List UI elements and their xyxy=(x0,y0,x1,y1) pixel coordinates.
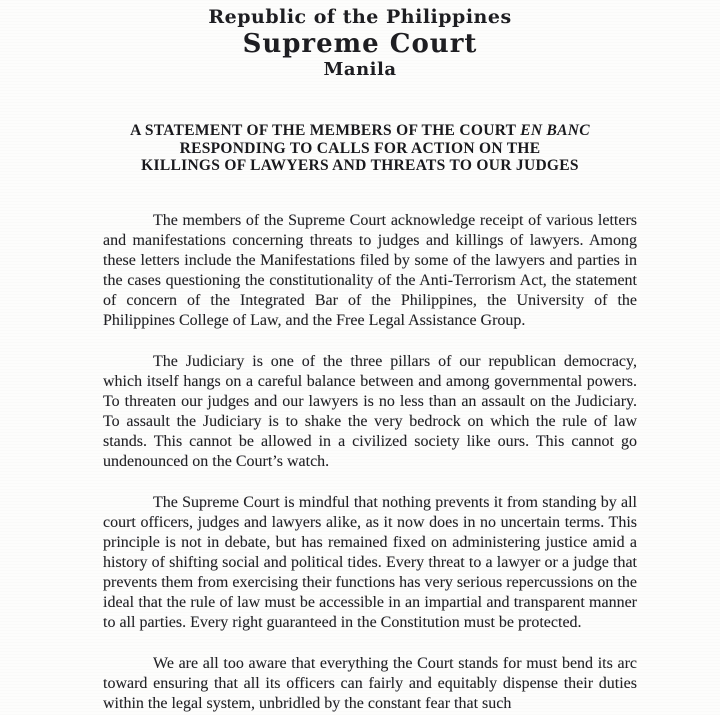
statement-title-line-2: RESPONDING TO CALLS FOR ACTION ON THE xyxy=(179,139,541,157)
letterhead-republic-line: Republic of the Philippines xyxy=(208,6,512,28)
body-paragraph-2: The Judiciary is one of the three pillars of our republican democracy, which itself hangs on a careful balance between and among governmental powers. To threaten our judges and our lawyers is no less than an assault on the Judiciary. To assault the Judiciary is to shake the very bedrock on which the rule of law stands. This cannot be allowed in a civilized society like ours. This cannot go undenounced on the Court’s watch. xyxy=(103,352,637,470)
body-paragraph-3: The Supreme Court is mindful that nothing prevents it from standing by all court officers, judges and lawyers alike, as it now does in no uncertain terms. This principle is not in debate, but has remained fixed on administering justice amid a history of shifting social and political tides. Every threat to a lawyer or a judge that prevents them from exercising their functions has very serious repercussions on the ideal that the rule of law must be accessible in an impartial and transparent manner to all parties. Every right guaranteed in the Constitution must be protected. xyxy=(103,493,637,631)
statement-title-line-3: KILLINGS OF LAWYERS AND THREATS TO OUR JUDGES xyxy=(141,157,579,174)
statement-title-line-1 xyxy=(0,122,720,140)
body-paragraph-1: The members of the Supreme Court acknowledge receipt of various letters and manifestations concerning threats to judges and killings of lawyers. Among these letters include the Manifestations filed by some of the lawyers and parties in the cases questioning the constitutionality of the Anti-Terrorism Act, the statement of concern of the Integrated Bar of the Philippines, the University of the Philippines College of Law, and the Free Legal Assistance Group. xyxy=(103,211,637,329)
statement-title-line-1-text: A STATEMENT OF THE MEMBERS OF THE COURT xyxy=(130,122,517,139)
statement-title-en-banc: EN BANC xyxy=(520,122,590,139)
document-letterhead xyxy=(0,0,720,80)
document-body xyxy=(103,211,637,714)
statement-title xyxy=(0,122,720,175)
body-paragraph-4: We are all too aware that everything the Court stands for must bend its arc toward ensuring that all its officers can fairly and equitably dispense their duties within the legal system, unbridled by the constant fear that such xyxy=(103,654,637,712)
letterhead-court-line: Supreme Court xyxy=(242,29,478,59)
letterhead-city-line: Manila xyxy=(323,59,397,80)
